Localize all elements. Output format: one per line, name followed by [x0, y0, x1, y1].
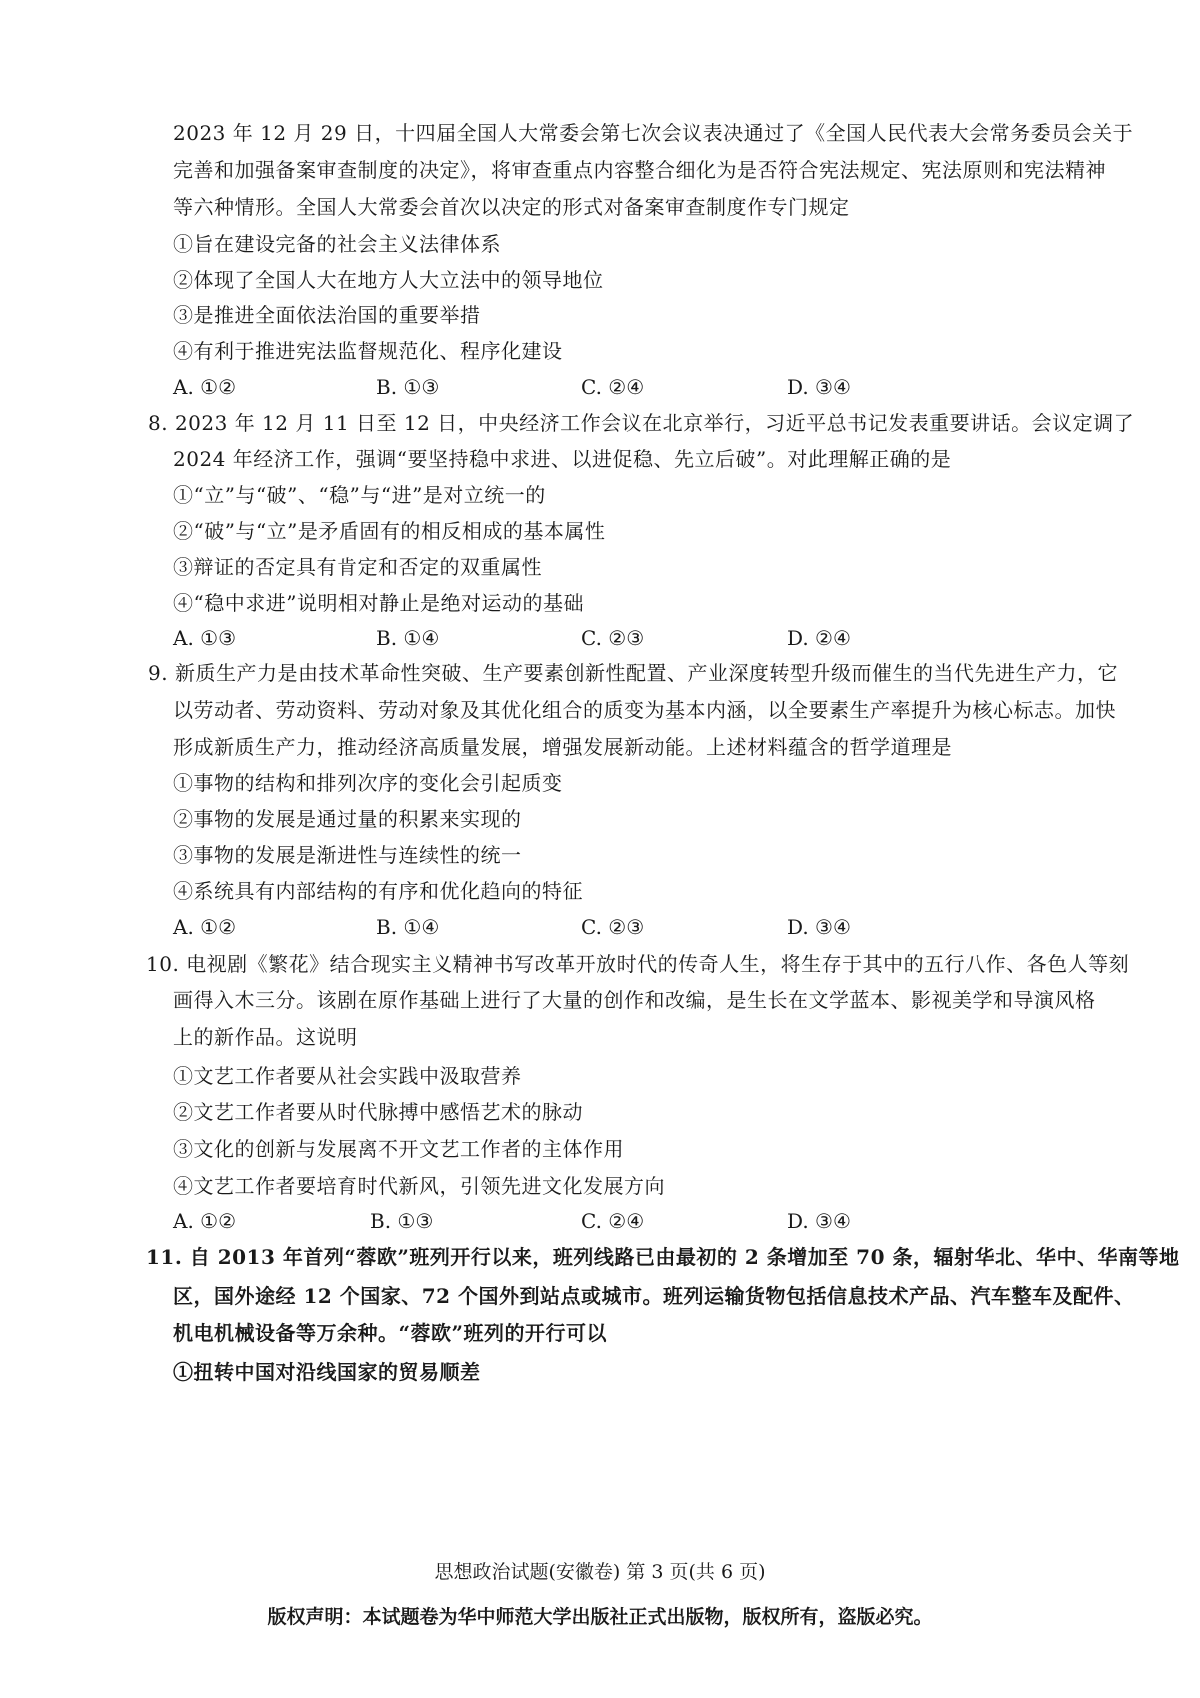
q10-option-d: D. ③④ — [787, 1209, 851, 1233]
q8-stem-line-1: 8. 2023 年 12 月 11 日至 12 日，中央经济工作会议在北京举行，习近平总书记发表重要讲话。会议定调了 — [148, 411, 1135, 435]
q8-stem-line-2: 2024 年经济工作，强调“要坚持稳中求进、以进促稳、先立后破”。对此理解正确的是 — [173, 447, 952, 471]
q9-option-d: D. ③④ — [787, 915, 851, 939]
q7-statement-1: ①旨在建设完备的社会主义法律体系 — [173, 232, 501, 256]
q10-stem-line-2: 画得入木三分。该剧在原作基础上进行了大量的创作和改编，是生长在文学蓝本、影视美学和导演风格 — [173, 988, 1096, 1012]
q7-statement-2: ②体现了全国人大在地方人大立法中的领导地位 — [173, 268, 604, 292]
q10-option-c: C. ②④ — [581, 1209, 645, 1233]
q10-stem-line-3: 上的新作品。这说明 — [173, 1025, 358, 1049]
q9-option-a: A. ①② — [173, 915, 237, 939]
q7-statement-3: ③是推进全面依法治国的重要举措 — [173, 303, 481, 327]
q11-stem-line-1: 11. 自 2013 年首列“蓉欧”班列开行以来，班列线路已由最初的 2 条增加至 70 条，辐射华北、华中、华南等地 — [146, 1245, 1180, 1269]
q9-statement-4: ④系统具有内部结构的有序和优化趋向的特征 — [173, 879, 583, 903]
q9-statement-1: ①事物的结构和排列次序的变化会引起质变 — [173, 771, 563, 795]
q9-stem-line-3: 形成新质生产力，推动经济高质量发展，增强发展新动能。上述材料蕴含的哲学道理是 — [173, 735, 952, 759]
q8-option-c: C. ②③ — [581, 626, 645, 650]
q8-statement-3: ③辩证的否定具有肯定和否定的双重属性 — [173, 555, 542, 579]
q10-statement-4: ④文艺工作者要培育时代新风，引领先进文化发展方向 — [173, 1174, 665, 1198]
q7-option-c: C. ②④ — [581, 375, 645, 399]
q7-stem-line-3: 等六种情形。全国人大常委会首次以决定的形式对备案审查制度作专门规定 — [173, 195, 850, 219]
q11-stem-line-2: 区，国外途经 12 个国家、72 个国外到站点或城市。班列运输货物包括信息技术产品、汽车整车及配件、 — [173, 1284, 1135, 1308]
q7-statement-4: ④有利于推进宪法监督规范化、程序化建设 — [173, 339, 563, 363]
q9-option-b: B. ①④ — [376, 915, 440, 939]
q8-statement-1: ①“立”与“破”、“稳”与“进”是对立统一的 — [173, 483, 546, 507]
q10-statement-1: ①文艺工作者要从社会实践中汲取营养 — [173, 1064, 522, 1088]
q8-option-d: D. ②④ — [787, 626, 851, 650]
copyright-notice: 版权声明：本试题卷为华中师范大学出版社正式出版物，版权所有，盗版必究。 — [267, 1606, 933, 1628]
q10-option-a: A. ①② — [173, 1209, 237, 1233]
q8-option-b: B. ①④ — [376, 626, 440, 650]
q9-stem-line-2: 以劳动者、劳动资料、劳动对象及其优化组合的质变为基本内涵，以全要素生产率提升为核心标志。加快 — [173, 698, 1116, 722]
q11-statement-1: ①扭转中国对沿线国家的贸易顺差 — [173, 1360, 481, 1384]
q7-option-b: B. ①③ — [376, 375, 440, 399]
q11-stem-line-3: 机电机械设备等万余种。“蓉欧”班列的开行可以 — [173, 1321, 608, 1345]
q7-option-a: A. ①② — [173, 375, 237, 399]
q10-statement-3: ③文化的创新与发展离不开文艺工作者的主体作用 — [173, 1137, 624, 1161]
q7-stem-line-1: 2023 年 12 月 29 日，十四届全国人大常委会第七次会议表决通过了《全国人民代表大会常务委员会关于 — [173, 121, 1134, 145]
q8-option-a: A. ①③ — [173, 626, 237, 650]
q9-option-c: C. ②③ — [581, 915, 645, 939]
q10-option-b: B. ①③ — [370, 1209, 434, 1233]
q9-stem-line-1: 9. 新质生产力是由技术革命性突破、生产要素创新性配置、产业深度转型升级而催生的当代先进生产力，它 — [148, 661, 1118, 685]
q8-statement-4: ④“稳中求进”说明相对静止是绝对运动的基础 — [173, 591, 584, 615]
q10-stem-line-1: 10. 电视剧《繁花》结合现实主义精神书写改革开放时代的传奇人生，将生存于其中的五行八作、各色人等刻 — [146, 952, 1130, 976]
page-footer: 思想政治试题(安徽卷) 第 3 页(共 6 页) — [434, 1561, 766, 1583]
q7-option-d: D. ③④ — [787, 375, 851, 399]
q9-statement-2: ②事物的发展是通过量的积累来实现的 — [173, 807, 522, 831]
q8-statement-2: ②“破”与“立”是矛盾固有的相反相成的基本属性 — [173, 519, 606, 543]
q9-statement-3: ③事物的发展是渐进性与连续性的统一 — [173, 843, 522, 867]
q7-stem-line-2: 完善和加强备案审查制度的决定》，将审查重点内容整合细化为是否符合宪法规定、宪法原则和宪法精神 — [173, 158, 1106, 182]
q10-statement-2: ②文艺工作者要从时代脉搏中感悟艺术的脉动 — [173, 1100, 583, 1124]
